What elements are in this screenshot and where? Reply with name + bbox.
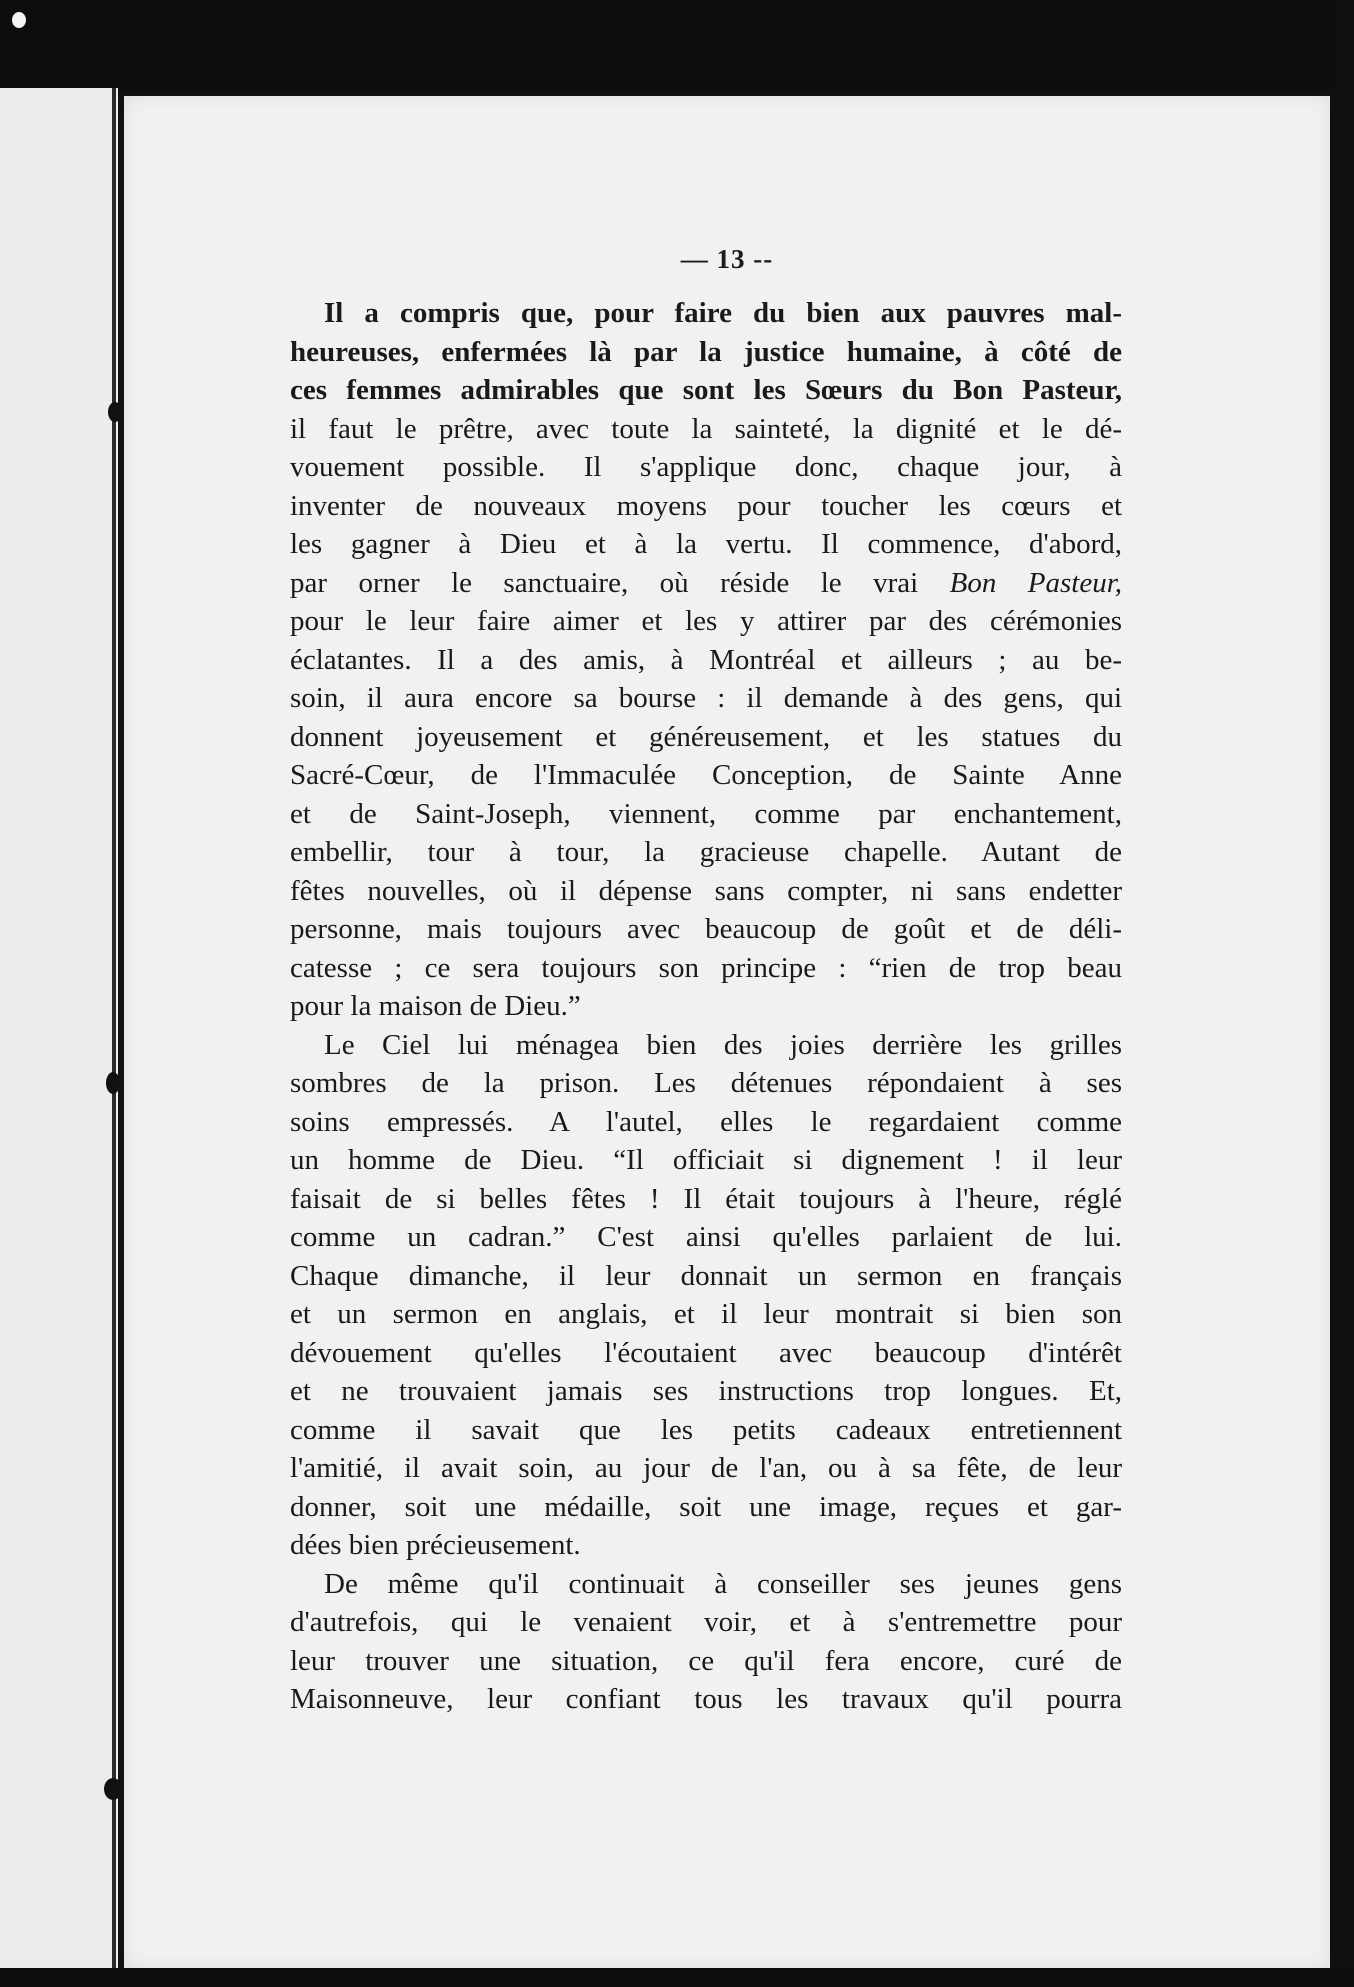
text-line: l'amitié, il avait soin, au jour de l'an, ou à sa fête, de leur xyxy=(290,1452,1122,1484)
text-line: un homme de Dieu. “Il officiait si dignement ! il leur xyxy=(290,1144,1122,1176)
text-line: De même qu'il continuait à conseiller ses jeunes gens xyxy=(324,1567,1122,1600)
scan-bottom-border xyxy=(0,1969,1354,1987)
text-line: et ne trouvaient jamais ses instructions trop longues. Et, xyxy=(290,1375,1122,1407)
text-line: Le Ciel lui ménagea bien des joies derrière les grilles xyxy=(324,1028,1122,1061)
text-line: donnent joyeusement et généreusement, et les statues du xyxy=(290,720,1122,753)
text-line: comme un cadran.” C'est ainsi qu'elles parlaient de lui. xyxy=(290,1221,1122,1253)
text-line: comme il savait que les petits cadeaux entretiennent xyxy=(290,1413,1122,1446)
text-line: Maisonneuve, leur confiant tous les travaux qu'il pourra xyxy=(290,1683,1122,1715)
text-line: et un sermon en anglais, et il leur montrait si bien son xyxy=(290,1298,1122,1330)
text-line: il faut le prêtre, avec toute la sainteté, la dignité et le dé- xyxy=(290,412,1122,445)
text-line: sombres de la prison. Les détenues répondaient à ses xyxy=(290,1067,1122,1099)
binding-mark xyxy=(104,1778,122,1800)
text-line: soins empressés. A l'autel, elles le regardaient comme xyxy=(290,1105,1122,1138)
scan-top-border xyxy=(0,0,1354,92)
binding-mark xyxy=(106,1072,120,1094)
text-line: pour le leur faire aimer et les y attirer par des cérémonies xyxy=(290,605,1122,637)
text-line: ces femmes admirables que sont les Sœurs du Bon Pasteur, xyxy=(290,374,1122,406)
gutter-rule xyxy=(112,88,116,1968)
text-line: heureuses, enfermées là par la justice humaine, à côté de xyxy=(290,335,1122,368)
text-line: vouement possible. Il s'applique donc, chaque jour, à xyxy=(290,451,1122,483)
text-line: dées bien précieusement. xyxy=(290,1529,581,1561)
text-line: fêtes nouvelles, où il dépense sans compter, ni sans endetter xyxy=(290,874,1122,907)
scan-right-border xyxy=(1330,0,1354,1987)
text-line: d'autrefois, qui le venaient voir, et à s'entremettre pour xyxy=(290,1606,1122,1638)
text-line-with-italic xyxy=(290,564,1122,603)
text-line: faisait de si belles fêtes ! Il était toujours à l'heure, réglé xyxy=(290,1182,1122,1215)
text-line: pour la maison de Dieu.” xyxy=(290,990,581,1022)
text-line: les gagner à Dieu et à la vertu. Il commence, d'abord, xyxy=(290,528,1122,560)
italic-title: Bon Pasteur, xyxy=(949,566,1123,599)
text-line: Sacré-Cœur, de l'Immaculée Conception, de Sainte Anne xyxy=(290,759,1122,791)
text-line: Il a compris que, pour faire du bien aux pauvres mal- xyxy=(324,297,1122,329)
body-text xyxy=(290,294,1122,1719)
text-line: embellir, tour à tour, la gracieuse chapelle. Autant de xyxy=(290,836,1122,868)
text-line: catesse ; ce sera toujours son principe : “rien de trop beau xyxy=(290,951,1122,984)
facing-page-edge xyxy=(0,88,118,1968)
text-line: éclatantes. Il a des amis, à Montréal et ailleurs ; au be- xyxy=(290,643,1122,676)
binding-mark xyxy=(108,402,122,422)
text-line: inventer de nouveaux moyens pour toucher les cœurs et xyxy=(290,489,1122,522)
text-line: leur trouver une situation, ce qu'il fera encore, curé de xyxy=(290,1644,1122,1677)
text-line: donner, soit une médaille, soit une image, reçues et gar- xyxy=(290,1490,1122,1523)
text-line: soin, il aura encore sa bourse : il demande à des gens, qui xyxy=(290,682,1122,714)
page-number: — 13 -- xyxy=(680,244,774,274)
text-line: et de Saint-Joseph, viennent, comme par enchantement, xyxy=(290,797,1122,830)
text-line: dévouement qu'elles l'écoutaient avec beaucoup d'intérêt xyxy=(290,1336,1122,1369)
text-line: personne, mais toujours avec beaucoup de goût et de déli- xyxy=(290,913,1122,945)
text-fragment: par orner le sanctuaire, où réside le vrai xyxy=(290,566,919,599)
text-line: Chaque dimanche, il leur donnait un sermon en français xyxy=(290,1259,1122,1292)
book-page xyxy=(124,96,1330,1968)
scan-speck xyxy=(12,12,26,28)
